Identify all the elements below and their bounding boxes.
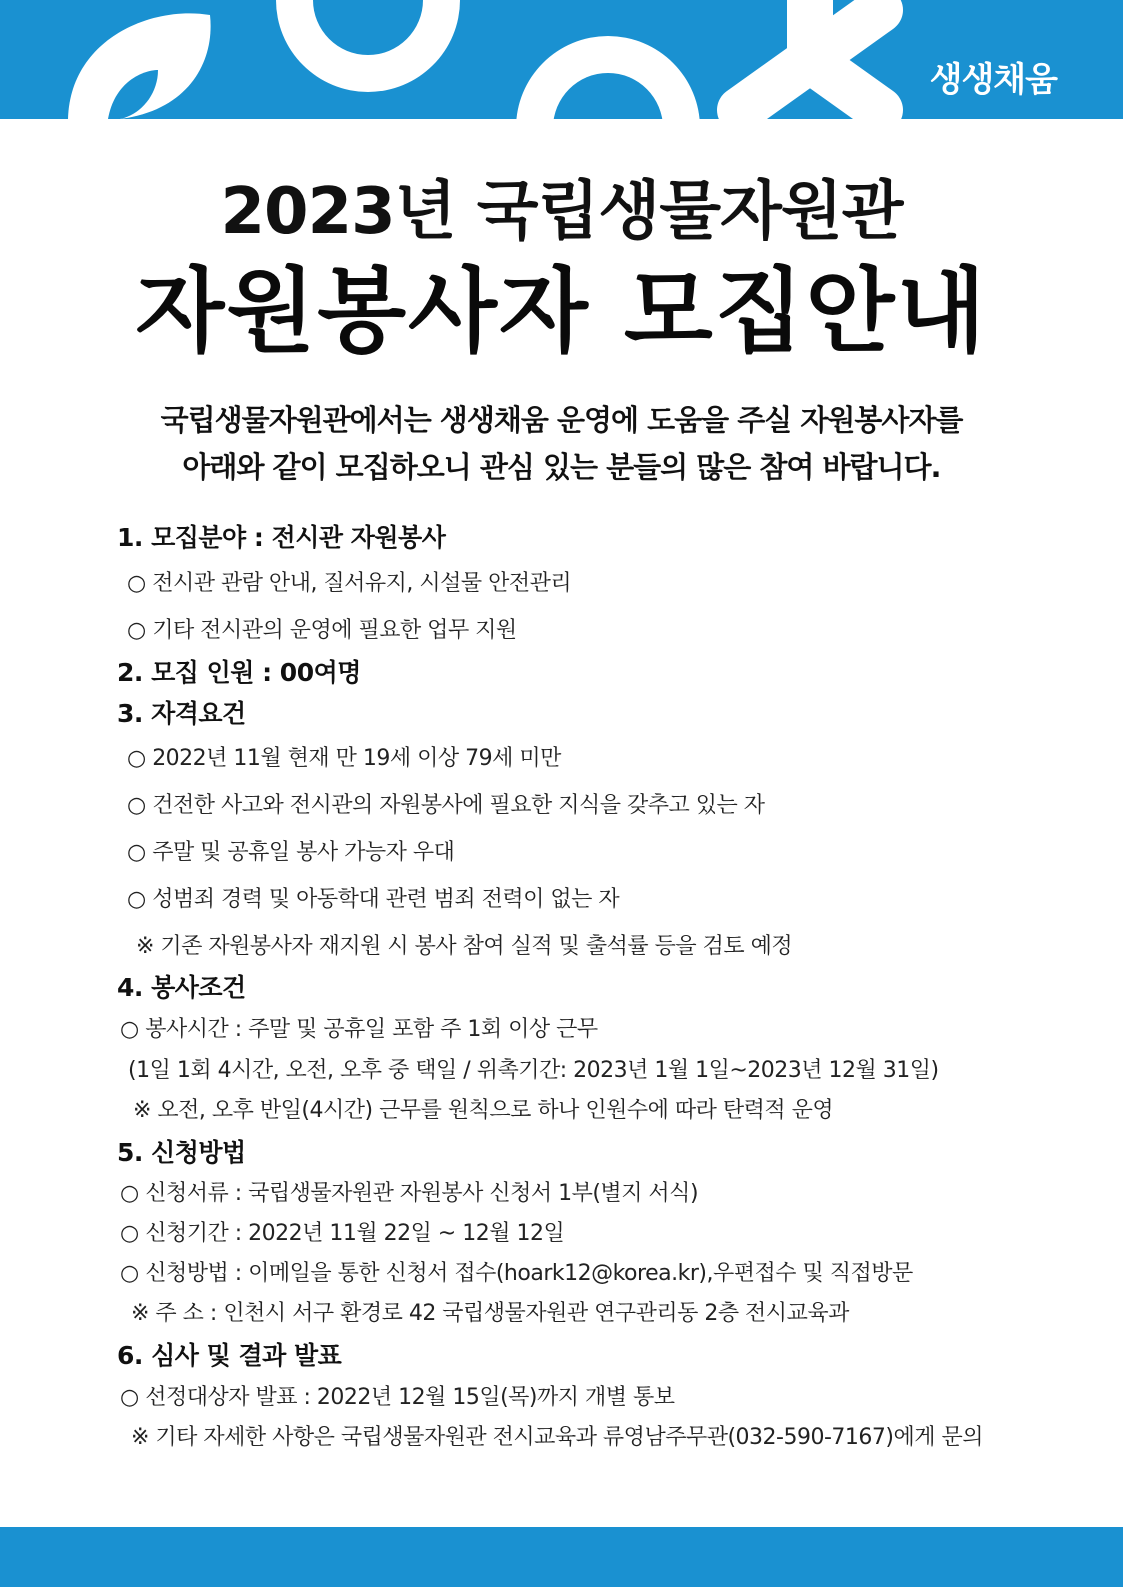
list-item: ○ 주말 및 공휴일 봉사 가능자 우대 xyxy=(127,840,455,865)
star-shape xyxy=(740,0,880,110)
list-item: ○ 성범죄 경력 및 아동학대 관련 범죄 전력이 없는 자 xyxy=(127,887,620,912)
list-item: ○ 봉사시간 : 주말 및 공휴일 포함 주 1회 이상 근무 xyxy=(120,1017,598,1042)
list-item: ○ 신청서류 : 국립생물자원관 자원봉사 신청서 1부(별지 서식) xyxy=(120,1181,699,1206)
section-heading-recruit-field: 1. 모집분야 : 전시관 자원봉사 xyxy=(117,523,446,552)
section-heading-qualifications: 3. 자격요건 xyxy=(117,699,246,728)
section-heading-results: 6. 심사 및 결과 발표 xyxy=(117,1341,342,1370)
intro-line-1: 국립생물자원관에서는 생생채움 운영에 도움을 주실 자원봉사자를 xyxy=(160,403,963,437)
list-item: ○ 선정대상자 발표 : 2022년 12월 15일(목)까지 개별 통보 xyxy=(120,1385,675,1410)
title-main: 자원봉사자 모집안내 xyxy=(135,258,988,365)
list-item: ○ 신청방법 : 이메일을 통한 신청서 접수(hoark12@korea.kr),우편접수 및 직접방문 xyxy=(120,1261,913,1286)
list-item: ○ 전시관 관람 안내, 질서유지, 시설물 안전관리 xyxy=(127,571,572,596)
list-item: ○ 2022년 11월 현재 만 19세 이상 79세 미만 xyxy=(127,746,561,771)
title-year: 2023년 국립생물자원관 xyxy=(220,175,903,249)
intro-line-2: 아래와 같이 모집하오니 관심 있는 분들의 많은 참여 바랍니다. xyxy=(182,450,941,484)
note-item: ※ 오전, 오후 반일(4시간) 근무를 원칙으로 하나 인원수에 따라 탄력적 운영 xyxy=(133,1098,834,1123)
list-item: ○ 신청기간 : 2022년 11월 22일 ~ 12월 12일 xyxy=(120,1221,565,1246)
footer-band xyxy=(0,1527,1123,1587)
section-heading-conditions: 4. 봉사조건 xyxy=(117,973,246,1002)
list-item-detail: (1일 1회 4시간, 오전, 오후 중 택일 / 위촉기간: 2023년 1월 1일~2023년 12월 31일) xyxy=(128,1058,939,1083)
list-item: ○ 건전한 사고와 전시관의 자원봉사에 필요한 지식을 갖추고 있는 자 xyxy=(127,793,765,818)
section-heading-application: 5. 신청방법 xyxy=(117,1138,246,1167)
note-item: ※ 기존 자원봉사자 재지원 시 봉사 참여 실적 및 출석률 등을 검토 예정 xyxy=(136,934,793,959)
note-item: ※ 기타 자세한 사항은 국립생물자원관 전시교육과 류영남주무관(032-590-7167)에게 문의 xyxy=(131,1425,983,1450)
header-band xyxy=(0,0,1123,119)
list-item: ○ 기타 전시관의 운영에 필요한 업무 지원 xyxy=(127,618,517,643)
note-item: ※ 주 소 : 인천시 서구 환경로 42 국립생물자원관 연구관리동 2층 전시교육과 xyxy=(131,1301,849,1326)
brand-logo: 생생채움 xyxy=(929,60,1057,100)
section-heading-recruit-count: 2. 모집 인원 : 00여명 xyxy=(117,658,361,687)
